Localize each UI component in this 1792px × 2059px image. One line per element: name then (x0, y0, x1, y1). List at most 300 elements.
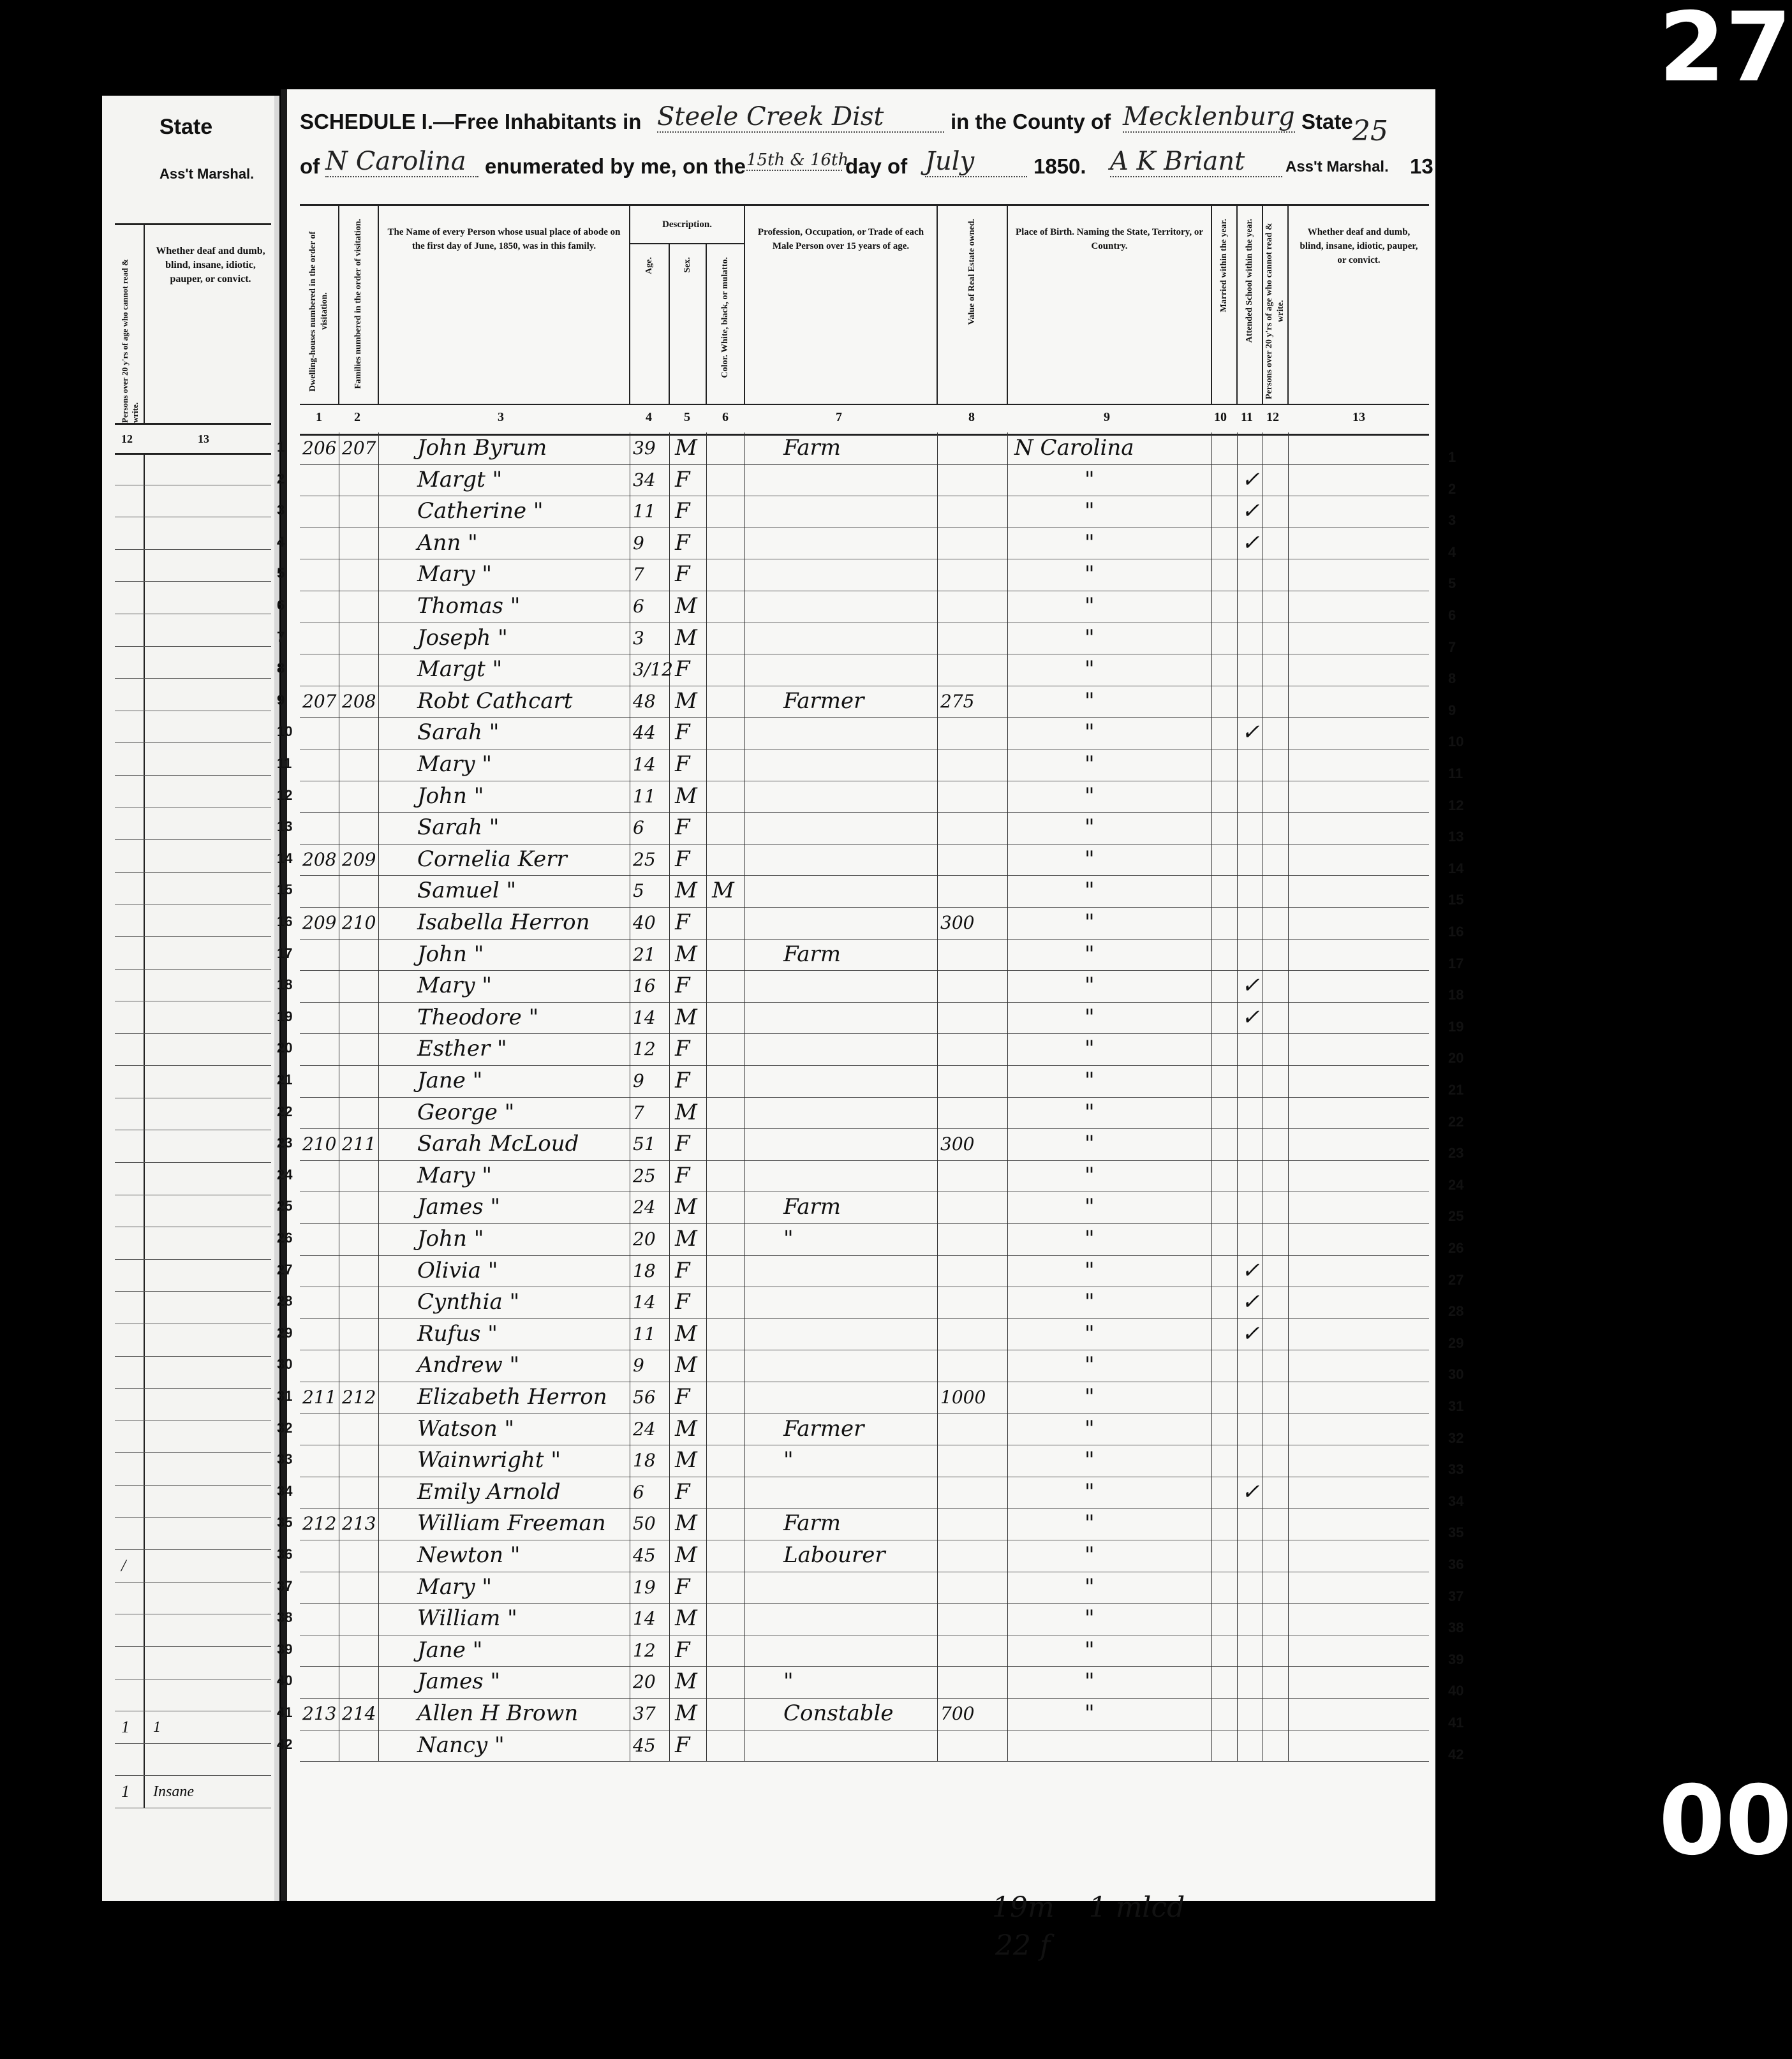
cell-illit (1263, 1318, 1289, 1350)
cell-birth: " (1008, 1192, 1212, 1223)
strip-cell-12 (115, 1001, 145, 1033)
cell-illit (1263, 781, 1289, 813)
line-number-left: 22 (277, 1103, 293, 1119)
strip-cell-12 (115, 485, 145, 517)
cell-married (1212, 875, 1238, 907)
table-row (277, 875, 1464, 908)
cell-color (707, 1603, 745, 1635)
cell-fam (339, 559, 379, 591)
cell-name: Sarah " (379, 812, 630, 844)
line-number-left: 36 (277, 1546, 293, 1562)
cell-birth: " (1008, 1128, 1212, 1160)
cell-school (1238, 875, 1263, 907)
strip-cell-12 (115, 1227, 145, 1259)
line-number-right: 28 (1448, 1303, 1464, 1320)
cell-name: Watson " (379, 1413, 630, 1445)
table-row (277, 559, 1456, 592)
cell-illit (1263, 1572, 1289, 1604)
cell-dw: 209 (300, 907, 339, 939)
strip-row (115, 1389, 271, 1421)
cell-age: 56 (630, 1382, 670, 1413)
cell-name: Isabella Herron (379, 907, 630, 939)
table-row (277, 1065, 1464, 1098)
cell-occ (745, 1350, 938, 1382)
strip-mark-12: / (121, 1556, 126, 1576)
strip-cell-12 (115, 1647, 145, 1679)
cell-school (1238, 812, 1263, 844)
cell-birth: " (1008, 1413, 1212, 1445)
line-number-right: 35 (1448, 1524, 1464, 1541)
cell-birth: " (1008, 1065, 1212, 1097)
cell-val (938, 749, 1008, 781)
cell-illit (1263, 1603, 1289, 1635)
col5-header: Sex. (670, 244, 707, 404)
cell-deaf (1289, 1065, 1429, 1097)
cell-color (707, 1002, 745, 1034)
day-of-label: day of (845, 154, 908, 178)
cell-occ: Farm (745, 1508, 938, 1540)
cell-school (1238, 1223, 1263, 1255)
line-number-right: 23 (1448, 1145, 1464, 1162)
strip-cell-12 (115, 517, 145, 549)
line-number-left: 42 (277, 1736, 293, 1752)
cell-val: 300 (938, 907, 1008, 939)
cell-age: 21 (630, 939, 670, 971)
cell-birth: " (1008, 1698, 1212, 1730)
cell-name: Cynthia " (379, 1287, 630, 1318)
cell-dw: 211 (300, 1382, 339, 1413)
cell-val (938, 496, 1008, 528)
cell-age: 18 (630, 1445, 670, 1477)
cell-birth: " (1008, 717, 1212, 749)
cell-age: 6 (630, 591, 670, 623)
cell-occ (745, 1033, 938, 1065)
cell-age: 3/12 (630, 654, 670, 686)
footer-tally-line1 (992, 1891, 1185, 1924)
cell-dw (300, 875, 339, 907)
cell-birth: " (1008, 812, 1212, 844)
cell-age: 40 (630, 907, 670, 939)
cell-school (1238, 844, 1263, 876)
strip-row (115, 679, 271, 711)
col1-header: Dwelling-houses numbered in the order of visitation. (300, 206, 339, 404)
cell-val (938, 1065, 1008, 1097)
cell-age: 6 (630, 812, 670, 844)
cell-color (707, 1160, 745, 1192)
cell-occ: " (745, 1666, 938, 1698)
cell-age: 14 (630, 749, 670, 781)
cell-dw (300, 1635, 339, 1667)
cell-married (1212, 1192, 1238, 1223)
cell-sex: F (670, 1382, 707, 1413)
cell-occ (745, 1477, 938, 1509)
cell-fam (339, 1350, 379, 1382)
strip-row (115, 485, 271, 518)
line-number-left: 12 (277, 786, 293, 803)
cell-married (1212, 1350, 1238, 1382)
strip-row (115, 1195, 271, 1228)
cell-sex: F (670, 559, 707, 591)
cell-married (1212, 1698, 1238, 1730)
cell-illit (1263, 749, 1289, 781)
cell-married (1212, 1255, 1238, 1287)
strip-row (115, 1227, 271, 1260)
table-row (277, 1350, 1464, 1383)
strip-cell-12 (115, 1324, 145, 1356)
line-number-left: 1 (277, 439, 285, 455)
cell-sex: M (670, 875, 707, 907)
cell-name: Mary " (379, 1160, 630, 1192)
cell-color (707, 1192, 745, 1223)
cell-age: 11 (630, 781, 670, 813)
cell-illit (1263, 875, 1289, 907)
strip-row (115, 808, 271, 841)
cell-val (938, 1666, 1008, 1698)
cell-fam (339, 591, 379, 623)
cell-name: Andrew " (379, 1350, 630, 1382)
cell-illit (1263, 1508, 1289, 1540)
cell-name: James " (379, 1192, 630, 1223)
strip-cell-12 (115, 1744, 145, 1776)
cell-illit (1263, 1223, 1289, 1255)
cell-school (1238, 591, 1263, 623)
cell-name: John " (379, 939, 630, 971)
cell-fam (339, 1318, 379, 1350)
col4-header: Age. (630, 244, 670, 404)
cell-dw (300, 1666, 339, 1698)
cell-school (1238, 1508, 1263, 1540)
cell-birth: " (1008, 1445, 1212, 1477)
strip-cell-12 (115, 873, 145, 904)
cell-deaf (1289, 528, 1429, 559)
cell-val (938, 781, 1008, 813)
reel-number-bottom: 00 (1659, 1766, 1792, 1877)
cell-deaf (1289, 781, 1429, 813)
table-row (277, 686, 1456, 718)
cell-age: 24 (630, 1192, 670, 1223)
cell-dw (300, 1287, 339, 1318)
description-header: Description. (630, 206, 745, 244)
table-row (277, 1033, 1464, 1066)
strip-mark-12: 1 (121, 1718, 130, 1737)
line-number-right: 42 (1448, 1746, 1464, 1762)
cell-birth: " (1008, 496, 1212, 528)
cell-occ: Constable (745, 1698, 938, 1730)
cell-school (1238, 1382, 1263, 1413)
col7-header: Profession, Occupation, or Trade of each Male Person over 15 years of age. (745, 206, 938, 404)
cell-age: 18 (630, 1255, 670, 1287)
cell-val (938, 591, 1008, 623)
cell-school (1238, 1350, 1263, 1382)
line-number-right: 8 (1448, 670, 1456, 687)
cell-occ (745, 496, 938, 528)
cell-sex: F (670, 1477, 707, 1509)
line-number-right: 36 (1448, 1556, 1464, 1572)
table-row (277, 749, 1463, 781)
strip-mark-12: 1 (121, 1782, 130, 1801)
cell-name: Sarah " (379, 717, 630, 749)
cell-birth: " (1008, 1097, 1212, 1129)
cell-school (1238, 1603, 1263, 1635)
cell-occ (745, 654, 938, 686)
cell-sex: M (670, 1603, 707, 1635)
cell-dw (300, 1065, 339, 1097)
cell-deaf (1289, 717, 1429, 749)
cell-fam: 214 (339, 1698, 379, 1730)
table-row (277, 1097, 1464, 1130)
cell-fam (339, 1223, 379, 1255)
cell-color (707, 1097, 745, 1129)
cell-illit (1263, 686, 1289, 718)
cell-occ (745, 970, 938, 1002)
cell-birth: " (1008, 970, 1212, 1002)
cell-married (1212, 686, 1238, 718)
cell-val (938, 1540, 1008, 1572)
cell-sex: F (670, 1160, 707, 1192)
cell-age: 24 (630, 1413, 670, 1445)
strip-cell-12 (115, 1195, 145, 1227)
line-number-left: 19 (277, 1008, 293, 1024)
cell-deaf (1289, 1635, 1429, 1667)
cell-married (1212, 1097, 1238, 1129)
cell-birth: " (1008, 1477, 1212, 1509)
cell-fam (339, 528, 379, 559)
cell-married (1212, 812, 1238, 844)
strip-cell-12 (115, 614, 145, 646)
cell-color (707, 496, 745, 528)
cell-occ: Farm (745, 939, 938, 971)
cell-dw (300, 528, 339, 559)
strip-row (115, 904, 271, 937)
cell-occ (745, 1572, 938, 1604)
cell-deaf (1289, 1477, 1429, 1509)
cell-dw (300, 591, 339, 623)
cell-age: 6 (630, 1477, 670, 1509)
line-number-left: 20 (277, 1040, 293, 1056)
tally-females: 22 f (995, 1930, 1051, 1962)
strip-row (115, 1130, 271, 1163)
cell-birth: " (1008, 1350, 1212, 1382)
cell-color (707, 1666, 745, 1698)
line-number-left: 41 (277, 1704, 293, 1720)
cell-sex: M (670, 591, 707, 623)
strip-col12-header: Persons over 20 y'rs of age who cannot read & write. (115, 225, 145, 423)
table-row (277, 1698, 1464, 1731)
cell-illit (1263, 1730, 1289, 1762)
cell-fam (339, 496, 379, 528)
cell-color (707, 1350, 745, 1382)
cell-age: 25 (630, 844, 670, 876)
cell-married (1212, 1160, 1238, 1192)
table-row (277, 717, 1464, 750)
cell-age: 5 (630, 875, 670, 907)
table-row (277, 623, 1456, 655)
cell-illit (1263, 1128, 1289, 1160)
cell-married (1212, 1508, 1238, 1540)
cell-illit (1263, 1065, 1289, 1097)
strip-row (115, 647, 271, 679)
cell-age: 14 (630, 1603, 670, 1635)
cell-dw (300, 812, 339, 844)
cell-married (1212, 844, 1238, 876)
cell-val (938, 1350, 1008, 1382)
line-number-left: 2 (277, 470, 285, 487)
line-number-left: 5 (277, 565, 285, 582)
strip-row (115, 1453, 271, 1486)
cell-val (938, 939, 1008, 971)
cell-age: 48 (630, 686, 670, 718)
cell-occ (745, 1160, 938, 1192)
cell-color (707, 1223, 745, 1255)
cell-dw (300, 1097, 339, 1129)
cell-sex: F (670, 717, 707, 749)
cell-birth: " (1008, 1160, 1212, 1192)
line-number-right: 30 (1448, 1366, 1464, 1383)
cell-school (1238, 686, 1263, 718)
cell-birth: " (1008, 1223, 1212, 1255)
table-row (277, 812, 1464, 845)
cell-illit (1263, 464, 1289, 496)
state-value: N Carolina (325, 147, 478, 177)
cell-color (707, 1540, 745, 1572)
cell-married (1212, 1033, 1238, 1065)
cell-birth: " (1008, 844, 1212, 876)
table-row (277, 496, 1456, 529)
cell-fam (339, 1287, 379, 1318)
cell-sex: M (670, 1698, 707, 1730)
cell-val (938, 1730, 1008, 1762)
line-number-left: 21 (277, 1072, 293, 1088)
col8-header: Value of Real Estate owned. (938, 206, 1008, 404)
cell-name: Samuel " (379, 875, 630, 907)
cell-occ: Farm (745, 432, 938, 464)
cell-dw (300, 559, 339, 591)
line-number-right: 4 (1448, 543, 1456, 560)
cell-occ: " (745, 1223, 938, 1255)
cell-occ (745, 1128, 938, 1160)
cell-school: ✓ (1238, 1318, 1263, 1350)
cell-married (1212, 717, 1238, 749)
line-number-left: 3 (277, 502, 285, 519)
cell-birth: " (1008, 654, 1212, 686)
cell-color (707, 686, 745, 718)
strip-row (115, 776, 271, 808)
line-number-left: 10 (277, 723, 293, 740)
month-value: July (925, 147, 1027, 177)
cell-married (1212, 528, 1238, 559)
cell-fam (339, 1065, 379, 1097)
header-line-1 (300, 102, 1423, 147)
cell-sex: F (670, 1065, 707, 1097)
cell-school: ✓ (1238, 496, 1263, 528)
cell-name: Nancy " (379, 1730, 630, 1762)
table-row (277, 528, 1456, 560)
line-number-left: 30 (277, 1356, 293, 1373)
cell-name: Margt " (379, 464, 630, 496)
cell-sex: F (670, 844, 707, 876)
cell-fam (339, 781, 379, 813)
cell-deaf (1289, 812, 1429, 844)
strip-cell-12 (115, 1034, 145, 1066)
line-number-right: 37 (1448, 1588, 1464, 1604)
cell-illit (1263, 1413, 1289, 1445)
cell-sex: M (670, 1223, 707, 1255)
table-row (277, 591, 1456, 623)
previous-page-strip (102, 96, 279, 1901)
line-number-right: 32 (1448, 1429, 1464, 1446)
table-row (277, 844, 1464, 876)
cell-school (1238, 432, 1263, 464)
cell-name: Newton " (379, 1540, 630, 1572)
cell-val (938, 875, 1008, 907)
cell-sex: M (670, 1508, 707, 1540)
cell-birth: " (1008, 781, 1212, 813)
strip-column-headers (115, 223, 271, 425)
cell-fam (339, 1603, 379, 1635)
cell-deaf (1289, 1255, 1429, 1287)
cell-deaf (1289, 875, 1429, 907)
line-number-right: 41 (1448, 1715, 1464, 1731)
cell-illit (1263, 812, 1289, 844)
cell-married (1212, 1603, 1238, 1635)
county-value: Mecklenburg (1123, 102, 1295, 131)
line-number-right: 39 (1448, 1651, 1464, 1667)
strip-cell-12 (115, 904, 145, 936)
cell-sex: F (670, 970, 707, 1002)
cell-fam: 211 (339, 1128, 379, 1160)
cell-color (707, 1128, 745, 1160)
cell-married (1212, 1730, 1238, 1762)
strip-cell-12 (115, 970, 145, 1001)
cell-fam (339, 623, 379, 654)
cell-sex: M (670, 1192, 707, 1223)
cell-color (707, 1255, 745, 1287)
cell-married (1212, 559, 1238, 591)
cell-occ: Labourer (745, 1540, 938, 1572)
cell-occ (745, 1635, 938, 1667)
cell-sex: M (670, 1445, 707, 1477)
cell-name: George " (379, 1097, 630, 1129)
line-number-right: 14 (1448, 860, 1464, 876)
cell-color (707, 528, 745, 559)
line-number-left: 7 (277, 628, 285, 645)
cell-fam (339, 1033, 379, 1065)
line-number-left: 32 (277, 1419, 293, 1436)
table-row (277, 464, 1456, 497)
cell-illit (1263, 1160, 1289, 1192)
cell-dw: 206 (300, 432, 339, 464)
cell-illit (1263, 1382, 1289, 1413)
cell-color (707, 1508, 745, 1540)
cell-illit (1263, 1002, 1289, 1034)
cell-val (938, 1255, 1008, 1287)
line-number-right: 3 (1448, 512, 1456, 529)
cell-val (938, 1635, 1008, 1667)
cell-name: Robt Cathcart (379, 686, 630, 718)
cell-deaf (1289, 1033, 1429, 1065)
strip-cell-12 (115, 647, 145, 679)
cell-age: 7 (630, 559, 670, 591)
col10-header: Married within the year. (1212, 206, 1238, 404)
census-page (277, 89, 1464, 1962)
cell-illit (1263, 1540, 1289, 1572)
cell-deaf (1289, 1603, 1429, 1635)
cell-sex: F (670, 907, 707, 939)
cell-val: 300 (938, 1128, 1008, 1160)
table-row (277, 1255, 1464, 1288)
strip-cell-12 (115, 1130, 145, 1162)
cell-val: 700 (938, 1698, 1008, 1730)
